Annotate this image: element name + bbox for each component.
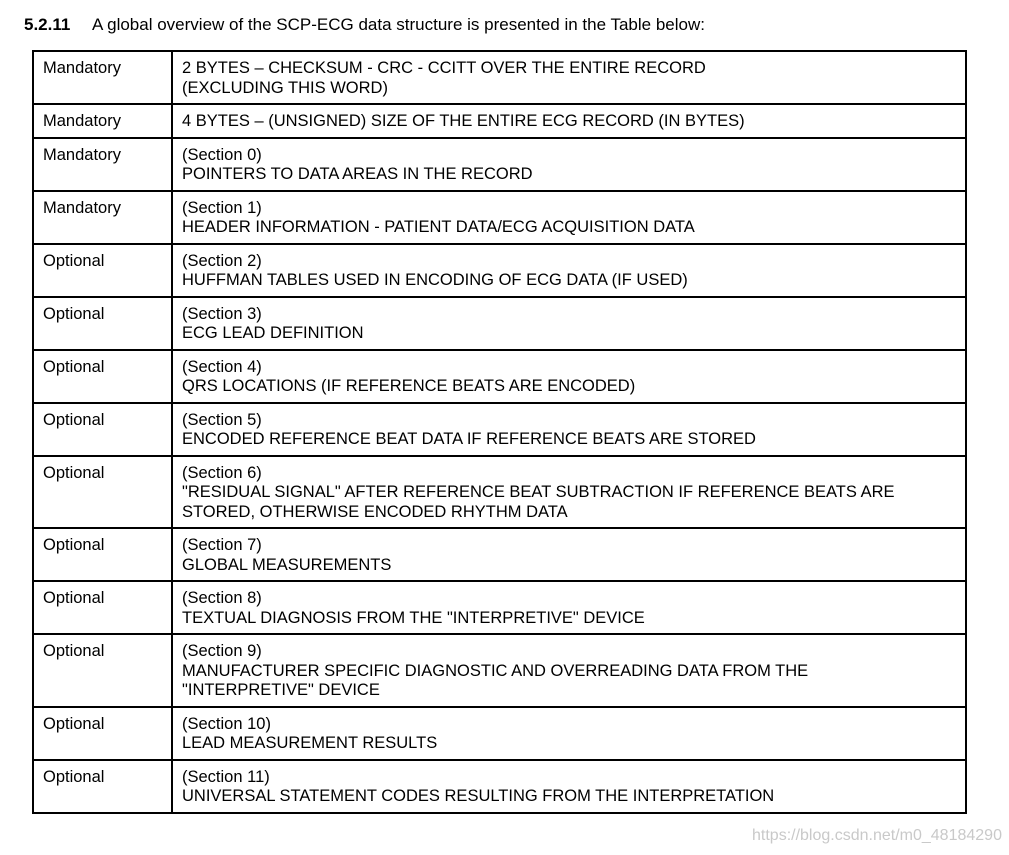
description-line: (EXCLUDING THIS WORD) xyxy=(182,78,388,97)
table-row xyxy=(33,138,966,191)
requirement-cell: Optional xyxy=(33,456,172,529)
requirement-cell: Optional xyxy=(33,760,172,813)
requirement-cell: Optional xyxy=(33,297,172,350)
description-line: (Section 7) xyxy=(182,536,262,554)
description-line: "INTERPRETIVE" DEVICE xyxy=(182,681,380,699)
description-cell xyxy=(172,297,966,350)
description-cell xyxy=(172,634,966,707)
description-line: UNIVERSAL STATEMENT CODES RESULTING FROM THE INTERPRETATION xyxy=(182,787,775,805)
description-line: (Section 1) xyxy=(182,198,262,217)
description-line: STORED, OTHERWISE ENCODED RHYTHM DATA xyxy=(182,502,568,521)
description-cell xyxy=(172,104,966,138)
table-body xyxy=(33,51,966,813)
scp-ecg-structure-table xyxy=(32,50,967,814)
requirement-cell: Mandatory xyxy=(33,104,172,138)
description-cell xyxy=(172,244,966,297)
requirement-cell: Mandatory xyxy=(33,138,172,191)
section-heading-text: A global overview of the SCP-ECG data structure is presented in the Table below: xyxy=(92,15,705,34)
description-cell xyxy=(172,51,966,104)
description-line: LEAD MEASUREMENT RESULTS xyxy=(182,734,438,752)
table-row xyxy=(33,707,966,760)
table-row xyxy=(33,634,966,707)
description-cell xyxy=(172,707,966,760)
section-heading xyxy=(24,14,705,36)
description-line: GLOBAL MEASUREMENTS xyxy=(182,555,392,574)
table-row xyxy=(33,581,966,634)
description-line: ENCODED REFERENCE BEAT DATA IF REFERENCE BEATS ARE STORED xyxy=(182,430,756,448)
table-row xyxy=(33,244,966,297)
description-line: (Section 5) xyxy=(182,410,262,429)
description-line: (Section 11) xyxy=(182,767,270,786)
description-line: (Section 4) xyxy=(182,357,262,376)
requirement-cell: Optional xyxy=(33,403,172,456)
description-line: QRS LOCATIONS (IF REFERENCE BEATS ARE ENCODED) xyxy=(182,377,636,395)
requirement-cell: Optional xyxy=(33,707,172,760)
description-line: (Section 8) xyxy=(182,589,262,607)
description-cell xyxy=(172,581,966,634)
description-cell xyxy=(172,350,966,403)
description-line: (Section 10) xyxy=(182,714,271,733)
table-row xyxy=(33,297,966,350)
table-row xyxy=(33,191,966,244)
table-row xyxy=(33,456,966,529)
requirement-cell: Optional xyxy=(33,350,172,403)
section-number: 5.2.11 xyxy=(24,15,71,34)
description-line: TEXTUAL DIAGNOSIS FROM THE "INTERPRETIVE" DEVICE xyxy=(182,608,645,627)
description-line: HEADER INFORMATION - PATIENT DATA/ECG ACQUISITION DATA xyxy=(182,218,695,236)
requirement-cell: Mandatory xyxy=(33,191,172,244)
description-cell xyxy=(172,403,966,456)
description-line: "RESIDUAL SIGNAL" AFTER REFERENCE BEAT SUBTRACTION IF REFERENCE BEATS ARE xyxy=(182,483,895,501)
requirement-cell: Optional xyxy=(33,634,172,707)
watermark: https://blog.csdn.net/m0_48184290 xyxy=(752,827,1002,844)
description-line: 2 BYTES – CHECKSUM - CRC - CCITT OVER THE ENTIRE RECORD xyxy=(182,59,706,77)
table-row xyxy=(33,760,966,813)
description-line: (Section 9) xyxy=(182,642,262,660)
table-row xyxy=(33,51,966,104)
requirement-cell: Optional xyxy=(33,581,172,634)
table-row xyxy=(33,528,966,581)
description-line: (Section 6) xyxy=(182,463,262,482)
description-cell xyxy=(172,191,966,244)
table-row xyxy=(33,403,966,456)
description-cell xyxy=(172,456,966,529)
requirement-cell: Mandatory xyxy=(33,51,172,104)
description-line: (Section 2) xyxy=(182,251,262,270)
description-cell xyxy=(172,138,966,191)
description-line: (Section 3) xyxy=(182,304,262,323)
description-cell xyxy=(172,528,966,581)
table-row xyxy=(33,350,966,403)
description-line: MANUFACTURER SPECIFIC DIAGNOSTIC AND OVERREADING DATA FROM THE xyxy=(182,661,809,680)
table-row xyxy=(33,104,966,138)
requirement-cell: Optional xyxy=(33,528,172,581)
description-line: ECG LEAD DEFINITION xyxy=(182,324,364,342)
description-line: POINTERS TO DATA AREAS IN THE RECORD xyxy=(182,165,533,183)
description-line: HUFFMAN TABLES USED IN ENCODING OF ECG DATA (IF USED) xyxy=(182,271,688,289)
description-cell xyxy=(172,760,966,813)
description-line: (Section 0) xyxy=(182,145,262,164)
requirement-cell: Optional xyxy=(33,244,172,297)
description-line: 4 BYTES – (UNSIGNED) SIZE OF THE ENTIRE ECG RECORD (IN BYTES) xyxy=(182,112,745,130)
